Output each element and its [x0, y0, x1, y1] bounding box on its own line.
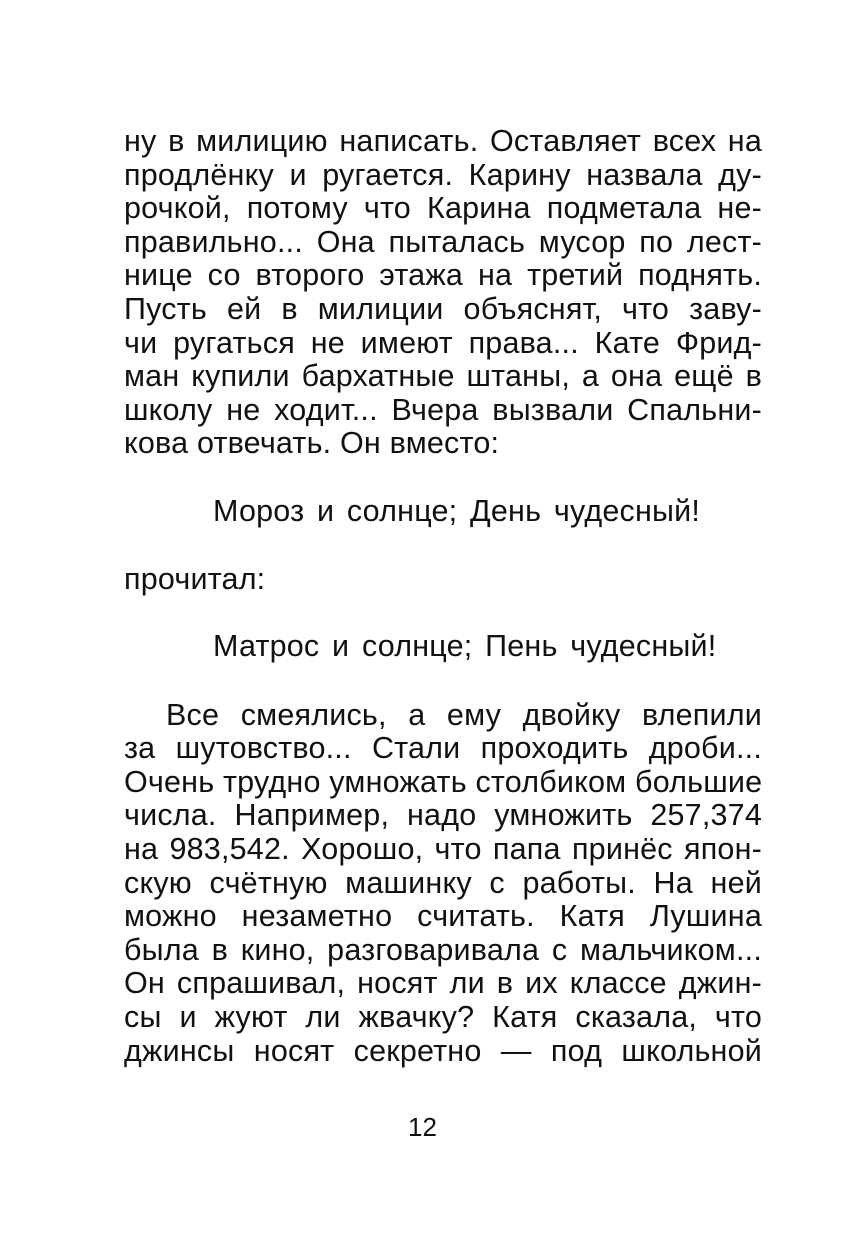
text-line: продлёнку и ругается. Карину назвала ду-	[124, 158, 762, 192]
text-line: джинсы носят секретно — под школьной	[124, 1034, 762, 1068]
text-line: нице со второго этажа на третий поднять.	[124, 258, 762, 292]
text-line: чи ругаться не имеют права... Кате Фрид-	[124, 326, 762, 360]
text-line: можно незаметно считать. Катя Лушина	[124, 899, 762, 933]
text-line: скую счётную машинку с работы. На ней	[124, 866, 762, 900]
text-line: за шутовство... Стали проходить дроби...	[124, 731, 762, 765]
text-line: школу не ходит... Вчера вызвали Спальни-	[124, 393, 762, 427]
verse-line: Матрос и солнце; Пень чудесный!	[213, 629, 717, 663]
text-line: Очень трудно умножать столбиком большие	[124, 765, 763, 799]
text-line: правильно... Она пыталась мусор по лест-	[124, 225, 762, 259]
text-line: была в кино, разговаривала с мальчиком...	[124, 933, 762, 967]
verse-line: Мороз и солнце; День чудесный!	[213, 494, 701, 528]
text-line: Все смеялись, а ему двойку влепили	[166, 698, 762, 732]
text-line: на 983,542. Хорошо, что папа принёс япон-	[124, 832, 762, 866]
text-line: числа. Например, надо умножить 257,374	[124, 798, 762, 832]
text-line: ну в милицию написать. Оставляет всех на	[124, 124, 762, 158]
page-number: 12	[408, 1112, 437, 1142]
text-line: Он спрашивал, носят ли в их классе джин-	[124, 966, 762, 1000]
text-line: Пусть ей в милиции объяснят, что заву-	[124, 292, 762, 326]
text-line: ман купили бархатные штаны, а она ещё в	[124, 359, 762, 393]
text-line: кова отвечать. Он вместо:	[124, 426, 500, 460]
text-line: рочкой, потому что Карина подметала не-	[124, 191, 762, 225]
text-line: сы и жуют ли жвачку? Катя сказала, что	[124, 1000, 762, 1034]
text-line: прочитал:	[124, 562, 266, 596]
